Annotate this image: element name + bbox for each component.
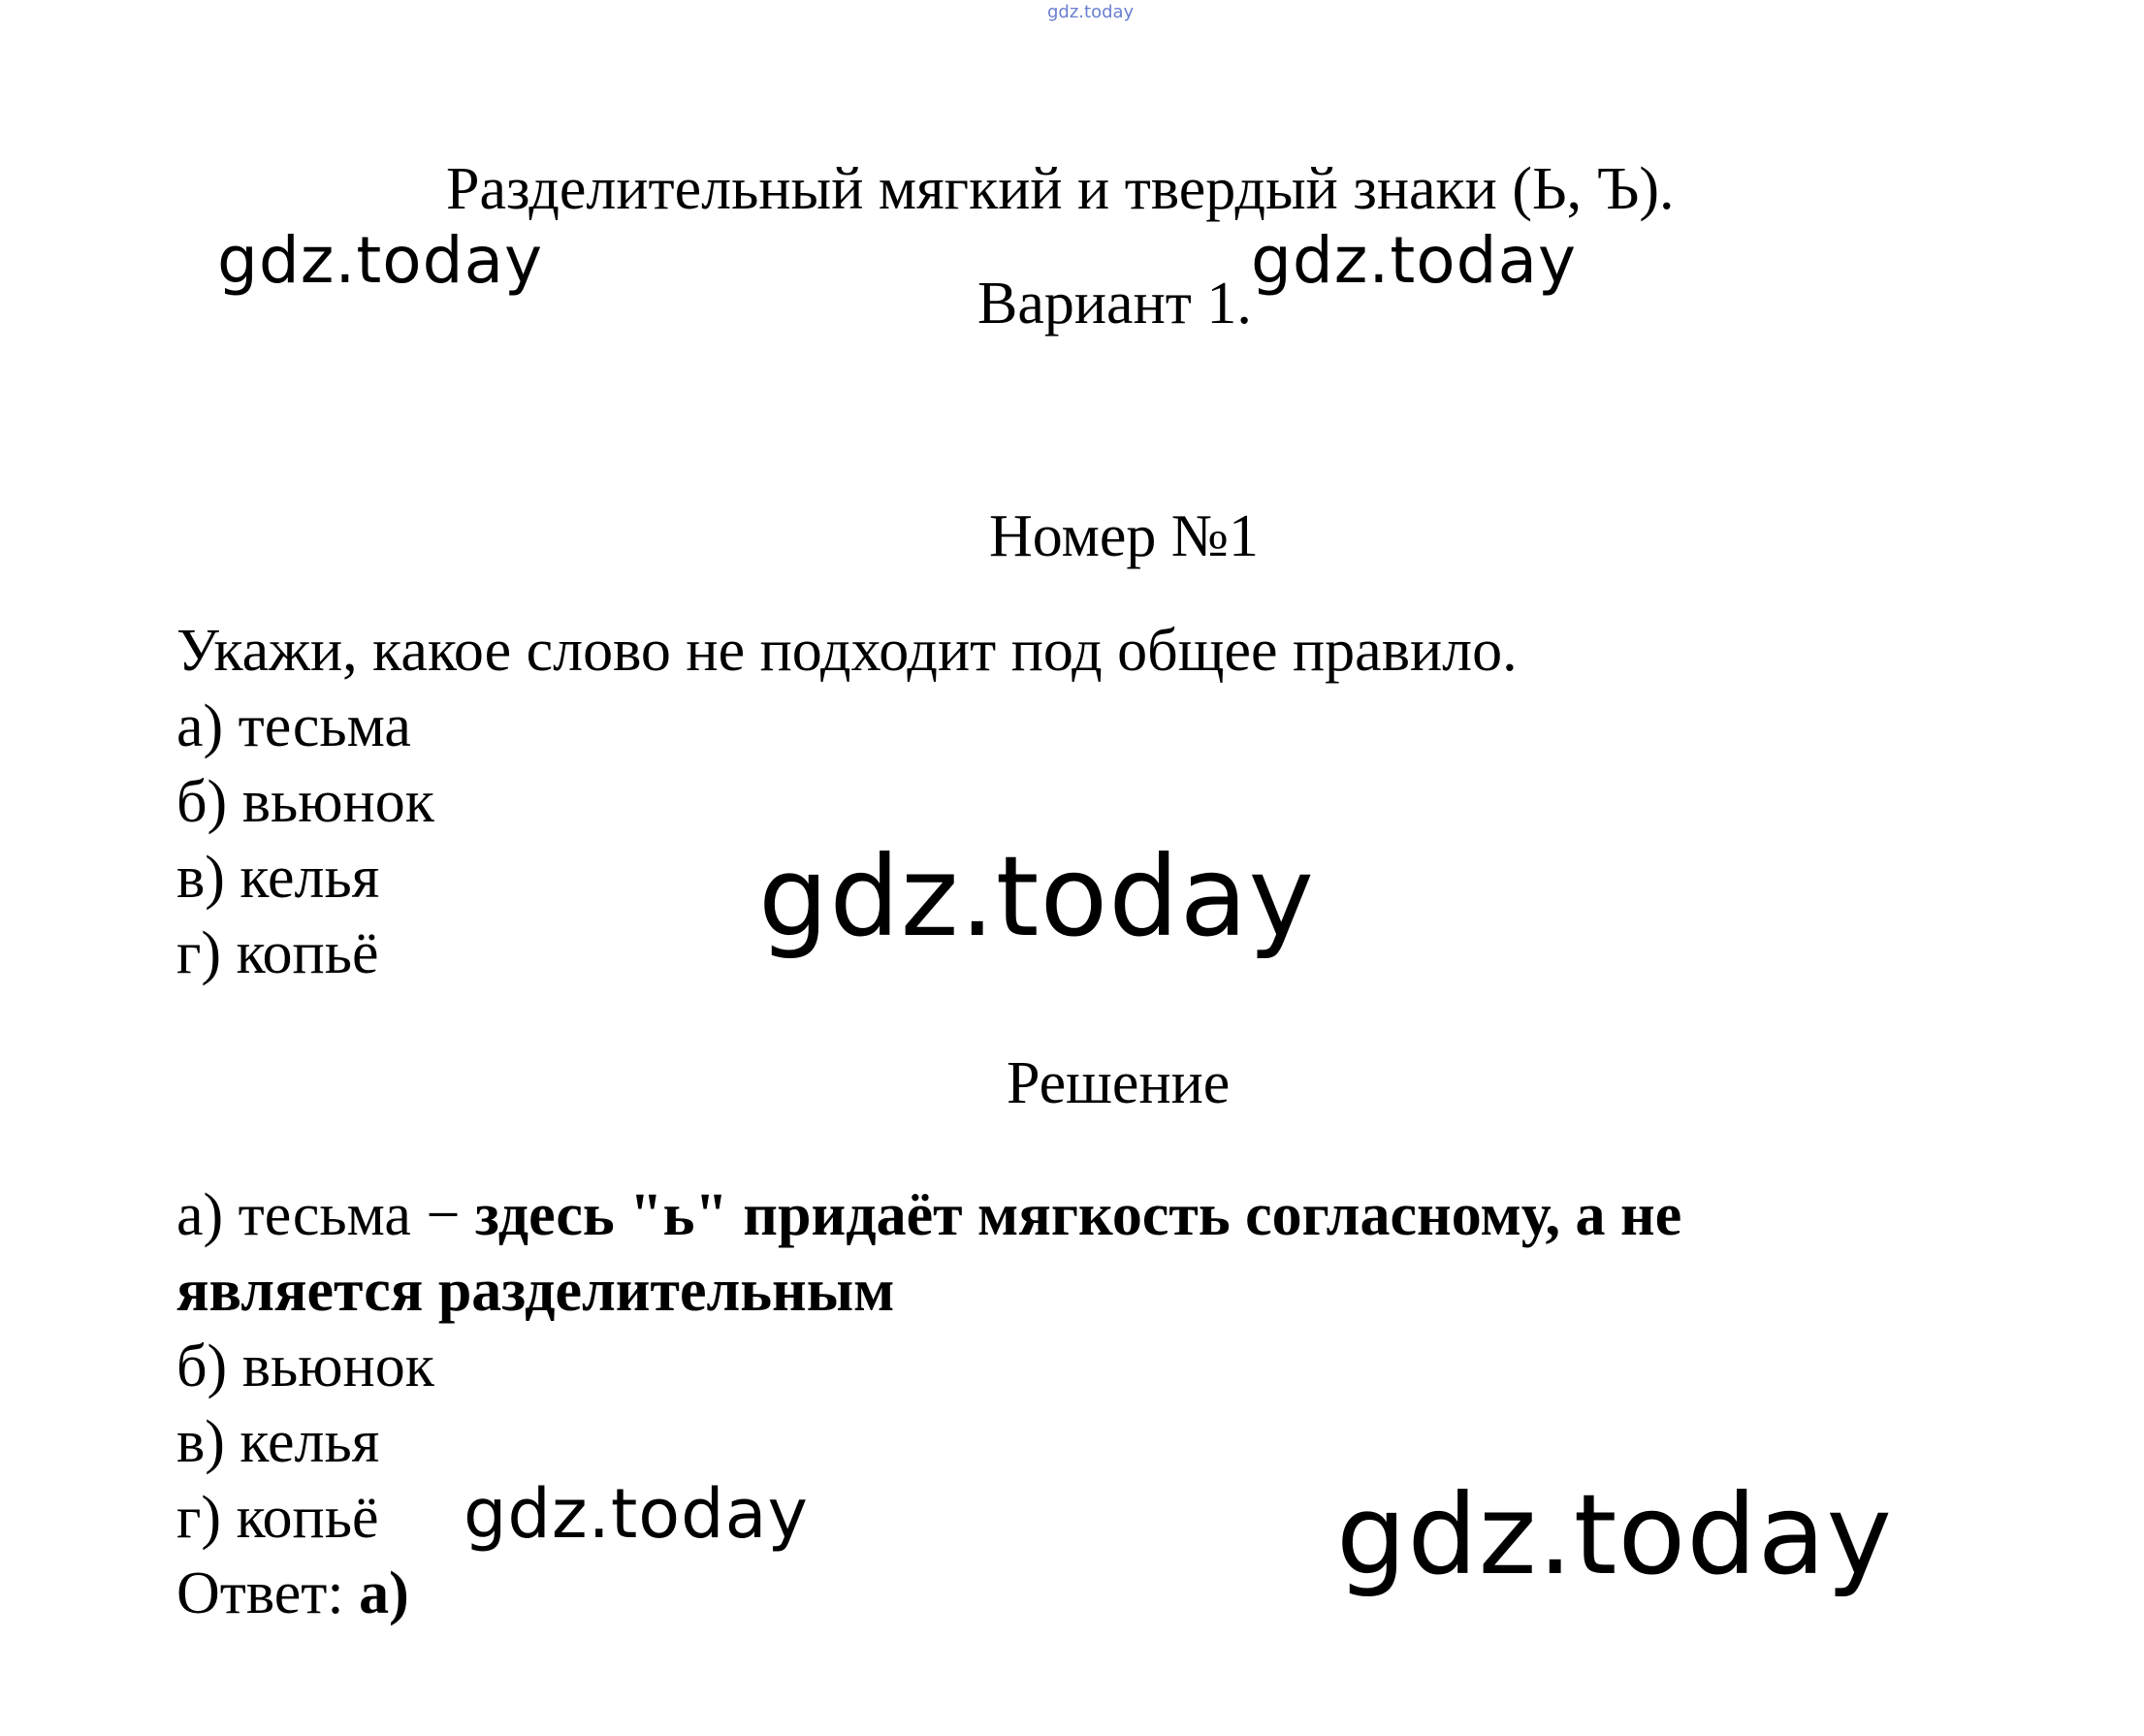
watermark-upper-left: gdz.today bbox=[217, 223, 544, 298]
solution-item-b: б) вьюнок bbox=[176, 1334, 434, 1399]
page-title: Разделительный мягкий и твердый знаки (Ь, Ъ). bbox=[446, 156, 1675, 222]
option-a: а) тесьма bbox=[176, 693, 411, 759]
solution-item-a-line2: является разделительным bbox=[176, 1258, 895, 1324]
watermark-lower-large: gdz.today bbox=[1336, 1470, 1893, 1599]
solution-heading: Решение bbox=[1007, 1050, 1231, 1116]
solution-item-d: г) копьё bbox=[176, 1485, 379, 1551]
option-b: б) вьюнок bbox=[176, 769, 434, 835]
watermark-top: gdz.today bbox=[1047, 2, 1135, 22]
option-c: в) келья bbox=[176, 845, 380, 911]
option-d: г) копьё bbox=[176, 920, 379, 986]
watermark-lower-small: gdz.today bbox=[464, 1474, 809, 1554]
answer-line bbox=[176, 1560, 409, 1626]
variant-label: Вариант 1. bbox=[977, 271, 1252, 337]
watermark-middle: gdz.today bbox=[758, 832, 1315, 961]
solution-item-a-explanation: здесь "ь" придаёт мягкость согласному, а не bbox=[474, 1182, 1682, 1248]
answer-label: Ответ: bbox=[176, 1560, 360, 1626]
solution-item-a-prefix: а) тесьма − bbox=[176, 1182, 475, 1248]
answer-value: а) bbox=[359, 1560, 409, 1626]
solution-item-a-line1 bbox=[176, 1182, 1682, 1248]
task-question: Укажи, какое слово не подходит под общее правило. bbox=[176, 618, 1518, 684]
task-number: Номер №1 bbox=[989, 503, 1260, 569]
solution-item-c: в) келья bbox=[176, 1409, 380, 1475]
watermark-upper-right: gdz.today bbox=[1251, 223, 1578, 298]
